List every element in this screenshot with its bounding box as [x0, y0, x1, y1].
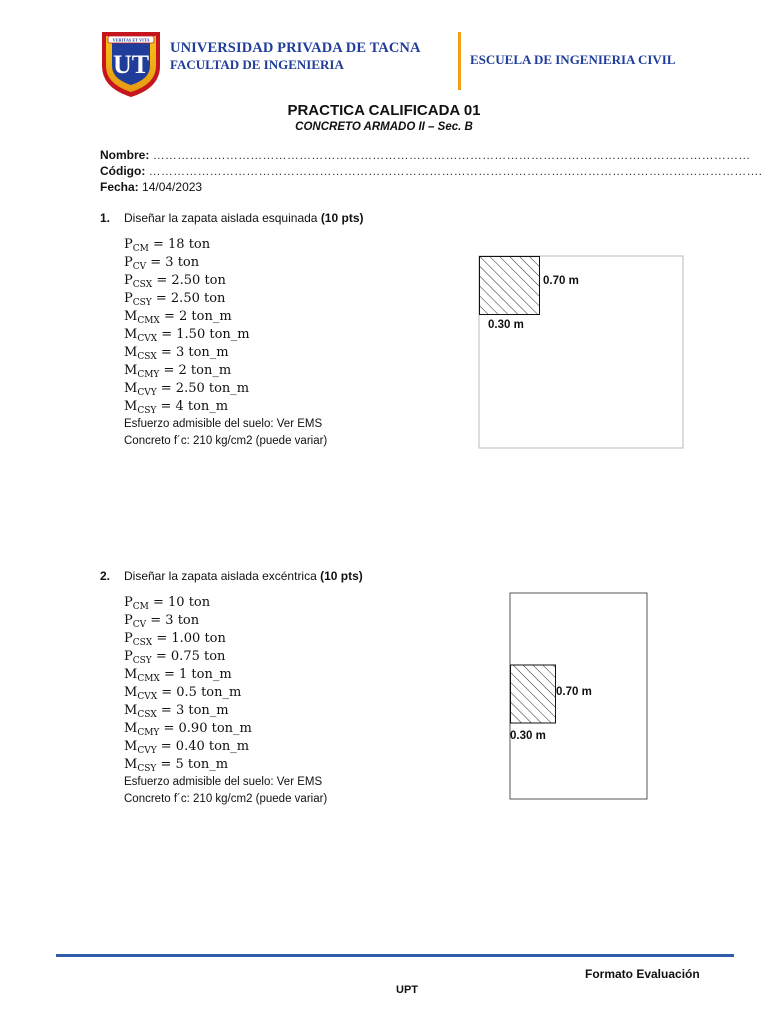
- load-value: = 5 ton_m: [160, 757, 229, 772]
- q2-text: Diseñar la zapata aislada excéntrica: [124, 569, 321, 583]
- load-symbol: P: [124, 649, 133, 664]
- q1-column-section: [480, 257, 540, 315]
- load-symbol: M: [124, 399, 138, 414]
- q2-load-row: [124, 666, 327, 684]
- q1-points: (10 pts): [320, 211, 364, 225]
- header-divider: [458, 32, 461, 90]
- q2-load-row: [124, 684, 327, 702]
- load-value: = 2.50 ton_m: [160, 381, 250, 396]
- load-value: = 0.90 ton_m: [163, 721, 252, 736]
- q1-statement: [124, 211, 364, 225]
- load-symbol: P: [124, 291, 133, 306]
- load-symbol: M: [124, 667, 138, 682]
- load-subscript: CSY: [137, 406, 157, 416]
- q1-load-row: [124, 236, 327, 254]
- load-subscript: CV: [132, 262, 147, 272]
- load-subscript: CSX: [132, 638, 153, 648]
- q1-concrete: Concreto f´c: 210 kg/cm2 (puede variar): [124, 435, 328, 447]
- load-symbol: M: [124, 345, 138, 360]
- load-symbol: M: [124, 381, 138, 396]
- q1-load-list: [124, 236, 327, 416]
- q1-data-block: [124, 236, 327, 450]
- load-subscript: CMX: [137, 674, 160, 684]
- footer-format-label: Formato Evaluación: [585, 967, 700, 981]
- q1-dim-height: 0.70 m: [543, 275, 579, 287]
- load-value: = 3 ton_m: [160, 345, 229, 360]
- fecha-value: 14/04/2023: [142, 180, 203, 194]
- q2-load-row: [124, 738, 327, 756]
- nombre-blank[interactable]: …………………………………………………………………………………………………………………………………: [152, 148, 751, 162]
- load-symbol: P: [124, 273, 133, 288]
- q2-load-row: [124, 648, 327, 666]
- load-symbol: M: [124, 703, 138, 718]
- q2-concrete: Concreto f´c: 210 kg/cm2 (puede variar): [124, 793, 328, 805]
- q1-load-row: [124, 380, 327, 398]
- load-value: = 18 ton: [153, 237, 211, 252]
- load-value: = 0.75 ton: [155, 649, 226, 664]
- q2-load-row: [124, 756, 327, 774]
- q1-load-row: [124, 308, 327, 326]
- load-value: = 1.50 ton_m: [161, 327, 250, 342]
- q1-load-row: [124, 272, 327, 290]
- load-value: = 10 ton: [153, 595, 211, 610]
- q2-data-block: [124, 594, 327, 808]
- load-subscript: CVY: [137, 746, 157, 756]
- q1-load-row: [124, 326, 327, 344]
- codigo-label: Código:: [100, 164, 146, 178]
- load-subscript: CM: [132, 244, 149, 254]
- load-subscript: CMX: [137, 316, 160, 326]
- load-value: = 0.5 ton_m: [161, 685, 242, 700]
- q2-load-row: [124, 630, 327, 648]
- load-subscript: CSY: [132, 656, 152, 666]
- load-value: = 0.40 ton_m: [160, 739, 250, 754]
- q1-load-row: [124, 254, 327, 272]
- q1-number: 1.: [100, 211, 111, 225]
- q2-load-row: [124, 612, 327, 630]
- q1-load-row: [124, 362, 327, 380]
- codigo-blank[interactable]: …………………………………………………………………………………………………………………………………….: [148, 164, 763, 178]
- q2-load-row: [124, 702, 327, 720]
- footer-upt: UPT: [396, 984, 418, 996]
- svg-text:UT: UT: [112, 50, 150, 79]
- load-symbol: M: [124, 739, 138, 754]
- q2-load-row: [124, 594, 327, 612]
- load-value: = 2 ton_m: [163, 363, 232, 378]
- load-symbol: P: [124, 613, 133, 628]
- load-subscript: CVX: [137, 692, 158, 702]
- page-title: PRACTICA CALIFICADA 01: [287, 102, 481, 119]
- load-value: = 1 ton_m: [163, 667, 232, 682]
- load-subscript: CSX: [137, 352, 157, 362]
- school-name: ESCUELA DE INGENIERIA CIVIL: [470, 52, 676, 67]
- nombre-field: [100, 148, 751, 162]
- load-symbol: M: [124, 721, 138, 736]
- load-value: = 3 ton_m: [160, 703, 229, 718]
- q2-dim-width: 0.30 m: [510, 730, 546, 742]
- q1-text: Diseñar la zapata aislada esquinada: [124, 211, 321, 225]
- load-value: = 2.50 ton: [156, 273, 226, 288]
- page-subtitle: CONCRETO ARMADO II – Sec. B: [295, 121, 473, 133]
- load-symbol: M: [124, 757, 138, 772]
- load-subscript: CM: [132, 602, 149, 612]
- load-symbol: P: [124, 237, 133, 252]
- load-subscript: CVY: [137, 388, 157, 398]
- load-symbol: M: [124, 363, 138, 378]
- q2-load-list: [124, 594, 327, 774]
- load-subscript: CSY: [137, 764, 157, 774]
- load-symbol: M: [124, 309, 138, 324]
- load-symbol: P: [124, 631, 133, 646]
- q1-dim-width: 0.30 m: [488, 319, 524, 331]
- q1-load-row: [124, 344, 327, 362]
- codigo-field: [100, 164, 762, 178]
- load-subscript: CSX: [132, 280, 153, 290]
- load-value: = 4 ton_m: [160, 399, 229, 414]
- q1-footing-diagram: [478, 255, 684, 449]
- q2-number: 2.: [100, 569, 111, 583]
- load-symbol: M: [124, 327, 138, 342]
- load-value: = 2 ton_m: [163, 309, 232, 324]
- load-value: = 3 ton: [150, 255, 200, 270]
- svg-text:VERITAS ET VITA: VERITAS ET VITA: [112, 37, 150, 43]
- university-logo: [100, 26, 162, 98]
- load-subscript: CMY: [137, 728, 160, 738]
- faculty-name: FACULTAD DE INGENIERIA: [170, 57, 344, 72]
- load-symbol: P: [124, 255, 133, 270]
- load-subscript: CV: [132, 620, 147, 630]
- load-value: = 3 ton: [150, 613, 200, 628]
- fecha-field: [100, 180, 202, 194]
- load-subscript: CVX: [137, 334, 158, 344]
- nombre-label: Nombre:: [100, 148, 150, 162]
- university-name: UNIVERSIDAD PRIVADA DE TACNA: [170, 40, 421, 56]
- q2-column-section: [511, 665, 556, 723]
- load-subscript: CSY: [132, 298, 152, 308]
- load-subscript: CSX: [137, 710, 157, 720]
- load-value: = 2.50 ton: [155, 291, 226, 306]
- q2-soil: Esfuerzo admisible del suelo: Ver EMS: [124, 776, 323, 788]
- q1-load-row: [124, 290, 327, 308]
- footer-divider: [56, 954, 734, 957]
- load-subscript: CMY: [137, 370, 160, 380]
- q2-statement: [124, 569, 363, 583]
- q2-points: (10 pts): [320, 569, 363, 583]
- load-value: = 1.00 ton: [156, 631, 226, 646]
- q1-soil: Esfuerzo admisible del suelo: Ver EMS: [124, 418, 323, 430]
- q2-dim-height: 0.70 m: [556, 686, 592, 698]
- q1-load-row: [124, 398, 327, 416]
- fecha-label: Fecha:: [100, 180, 139, 194]
- q2-load-row: [124, 720, 327, 738]
- load-symbol: P: [124, 595, 133, 610]
- load-symbol: M: [124, 685, 138, 700]
